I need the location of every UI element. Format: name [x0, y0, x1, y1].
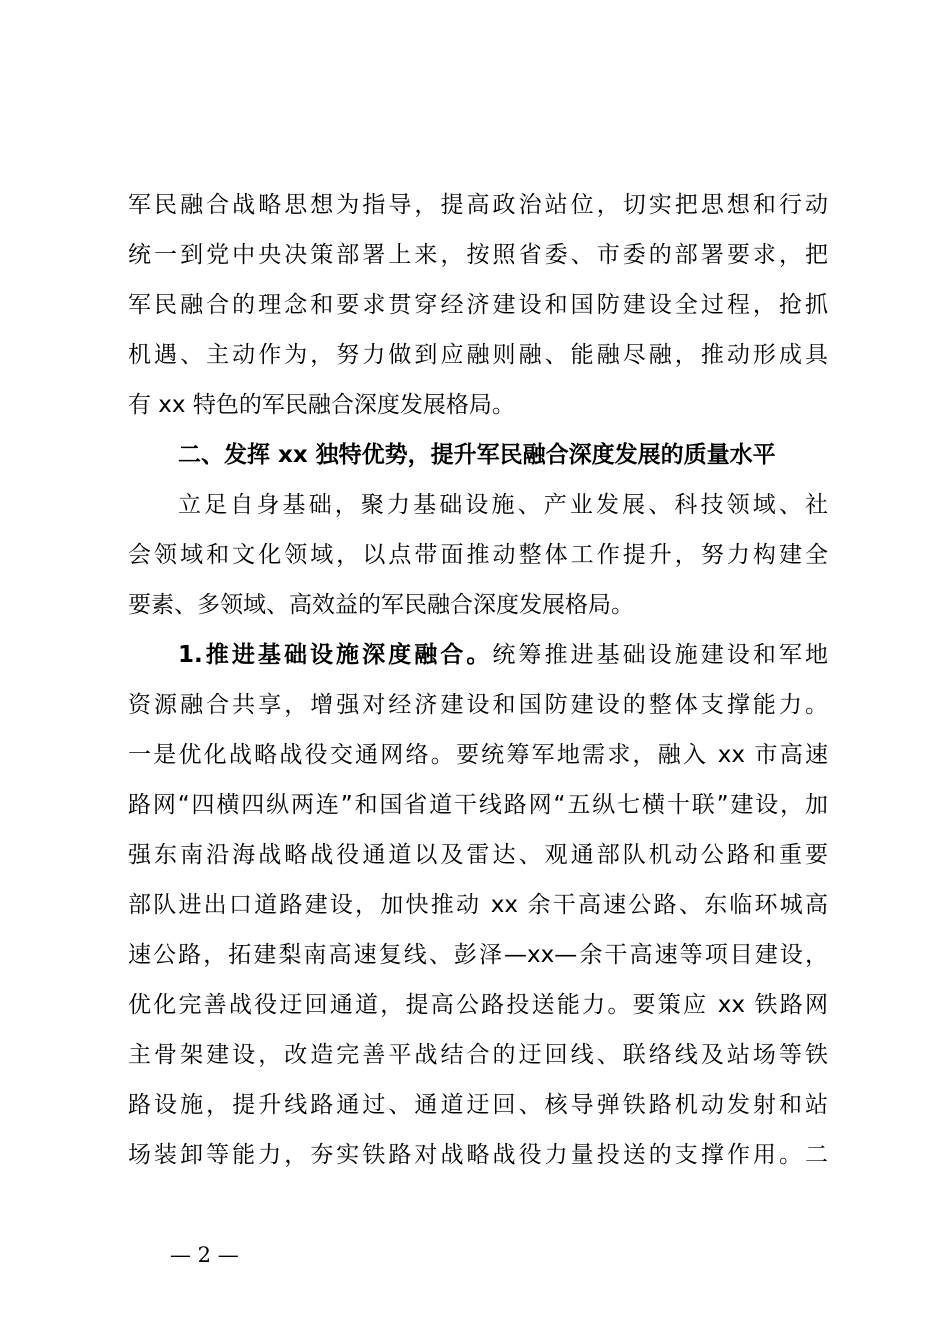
section-heading: 二、发挥 xx 独特优势，提升军民融合深度发展的质量水平 [178, 442, 776, 468]
paragraph-1-line-3: 军民融合的理念和要求贯穿经济建设和国防建设全过程，抢抓 [128, 292, 828, 318]
paragraph-3-line-1 [178, 640, 828, 670]
paragraph-1-line-5: 有 xx 特色的军民融合深度发展格局。 [128, 392, 515, 418]
paragraph-2-line-3: 要素、多领域、高效益的军民融合深度发展格局。 [128, 592, 634, 618]
paragraph-3-lead-rest: 统筹推进基础设施建设和军地 [492, 642, 829, 668]
paragraph-3-line-5: 强东南沿海战略战役通道以及雷达、观通部队机动公路和重要 [128, 842, 828, 868]
paragraph-1-line-2: 统一到党中央决策部署上来，按照省委、市委的部署要求，把 [128, 242, 828, 268]
paragraph-1-line-4: 机遇、主动作为，努力做到应融则融、能融尽融，推动形成具 [128, 342, 828, 368]
paragraph-1-line-1: 军民融合战略思想为指导，提高政治站位，切实把思想和行动 [128, 192, 828, 218]
paragraph-2-line-2: 会领域和文化领域，以点带面推动整体工作提升，努力构建全 [128, 542, 828, 568]
paragraph-3-line-9: 主骨架建设，改造完善平战结合的迂回线、联络线及站场等铁 [128, 1042, 828, 1068]
paragraph-3-line-8: 优化完善战役迂回通道，提高公路投送能力。要策应 xx 铁路网 [128, 992, 828, 1018]
paragraph-3-bold-lead: 1.推进基础设施深度融合。 [178, 642, 493, 668]
paragraph-3-line-7: 速公路，拓建梨南高速复线、彭泽—xx—余干高速等项目建设， [128, 942, 828, 968]
paragraph-3-line-11: 场装卸等能力，夯实铁路对战略战役力量投送的支撑作用。二 [128, 1142, 828, 1168]
paragraph-3-line-4: 路网“四横四纵两连”和国省道干线路网“五纵七横十联”建设，加 [128, 792, 828, 818]
paragraph-2-line-1: 立足自身基础，聚力基础设施、产业发展、科技领域、社 [178, 492, 828, 518]
paragraph-3-line-10: 路设施，提升线路通过、通道迂回、核导弹铁路机动发射和站 [128, 1092, 828, 1118]
paragraph-3-line-6: 部队进出口道路建设，加快推动 xx 余干高速公路、东临环城高 [128, 892, 828, 918]
paragraph-3-line-3: 一是优化战略战役交通网络。要统筹军地需求，融入 xx 市高速 [128, 742, 828, 768]
paragraph-3-line-2: 资源融合共享，增强对经济建设和国防建设的整体支撑能力。 [128, 692, 828, 718]
page-number: — 2 — [170, 1243, 239, 1267]
